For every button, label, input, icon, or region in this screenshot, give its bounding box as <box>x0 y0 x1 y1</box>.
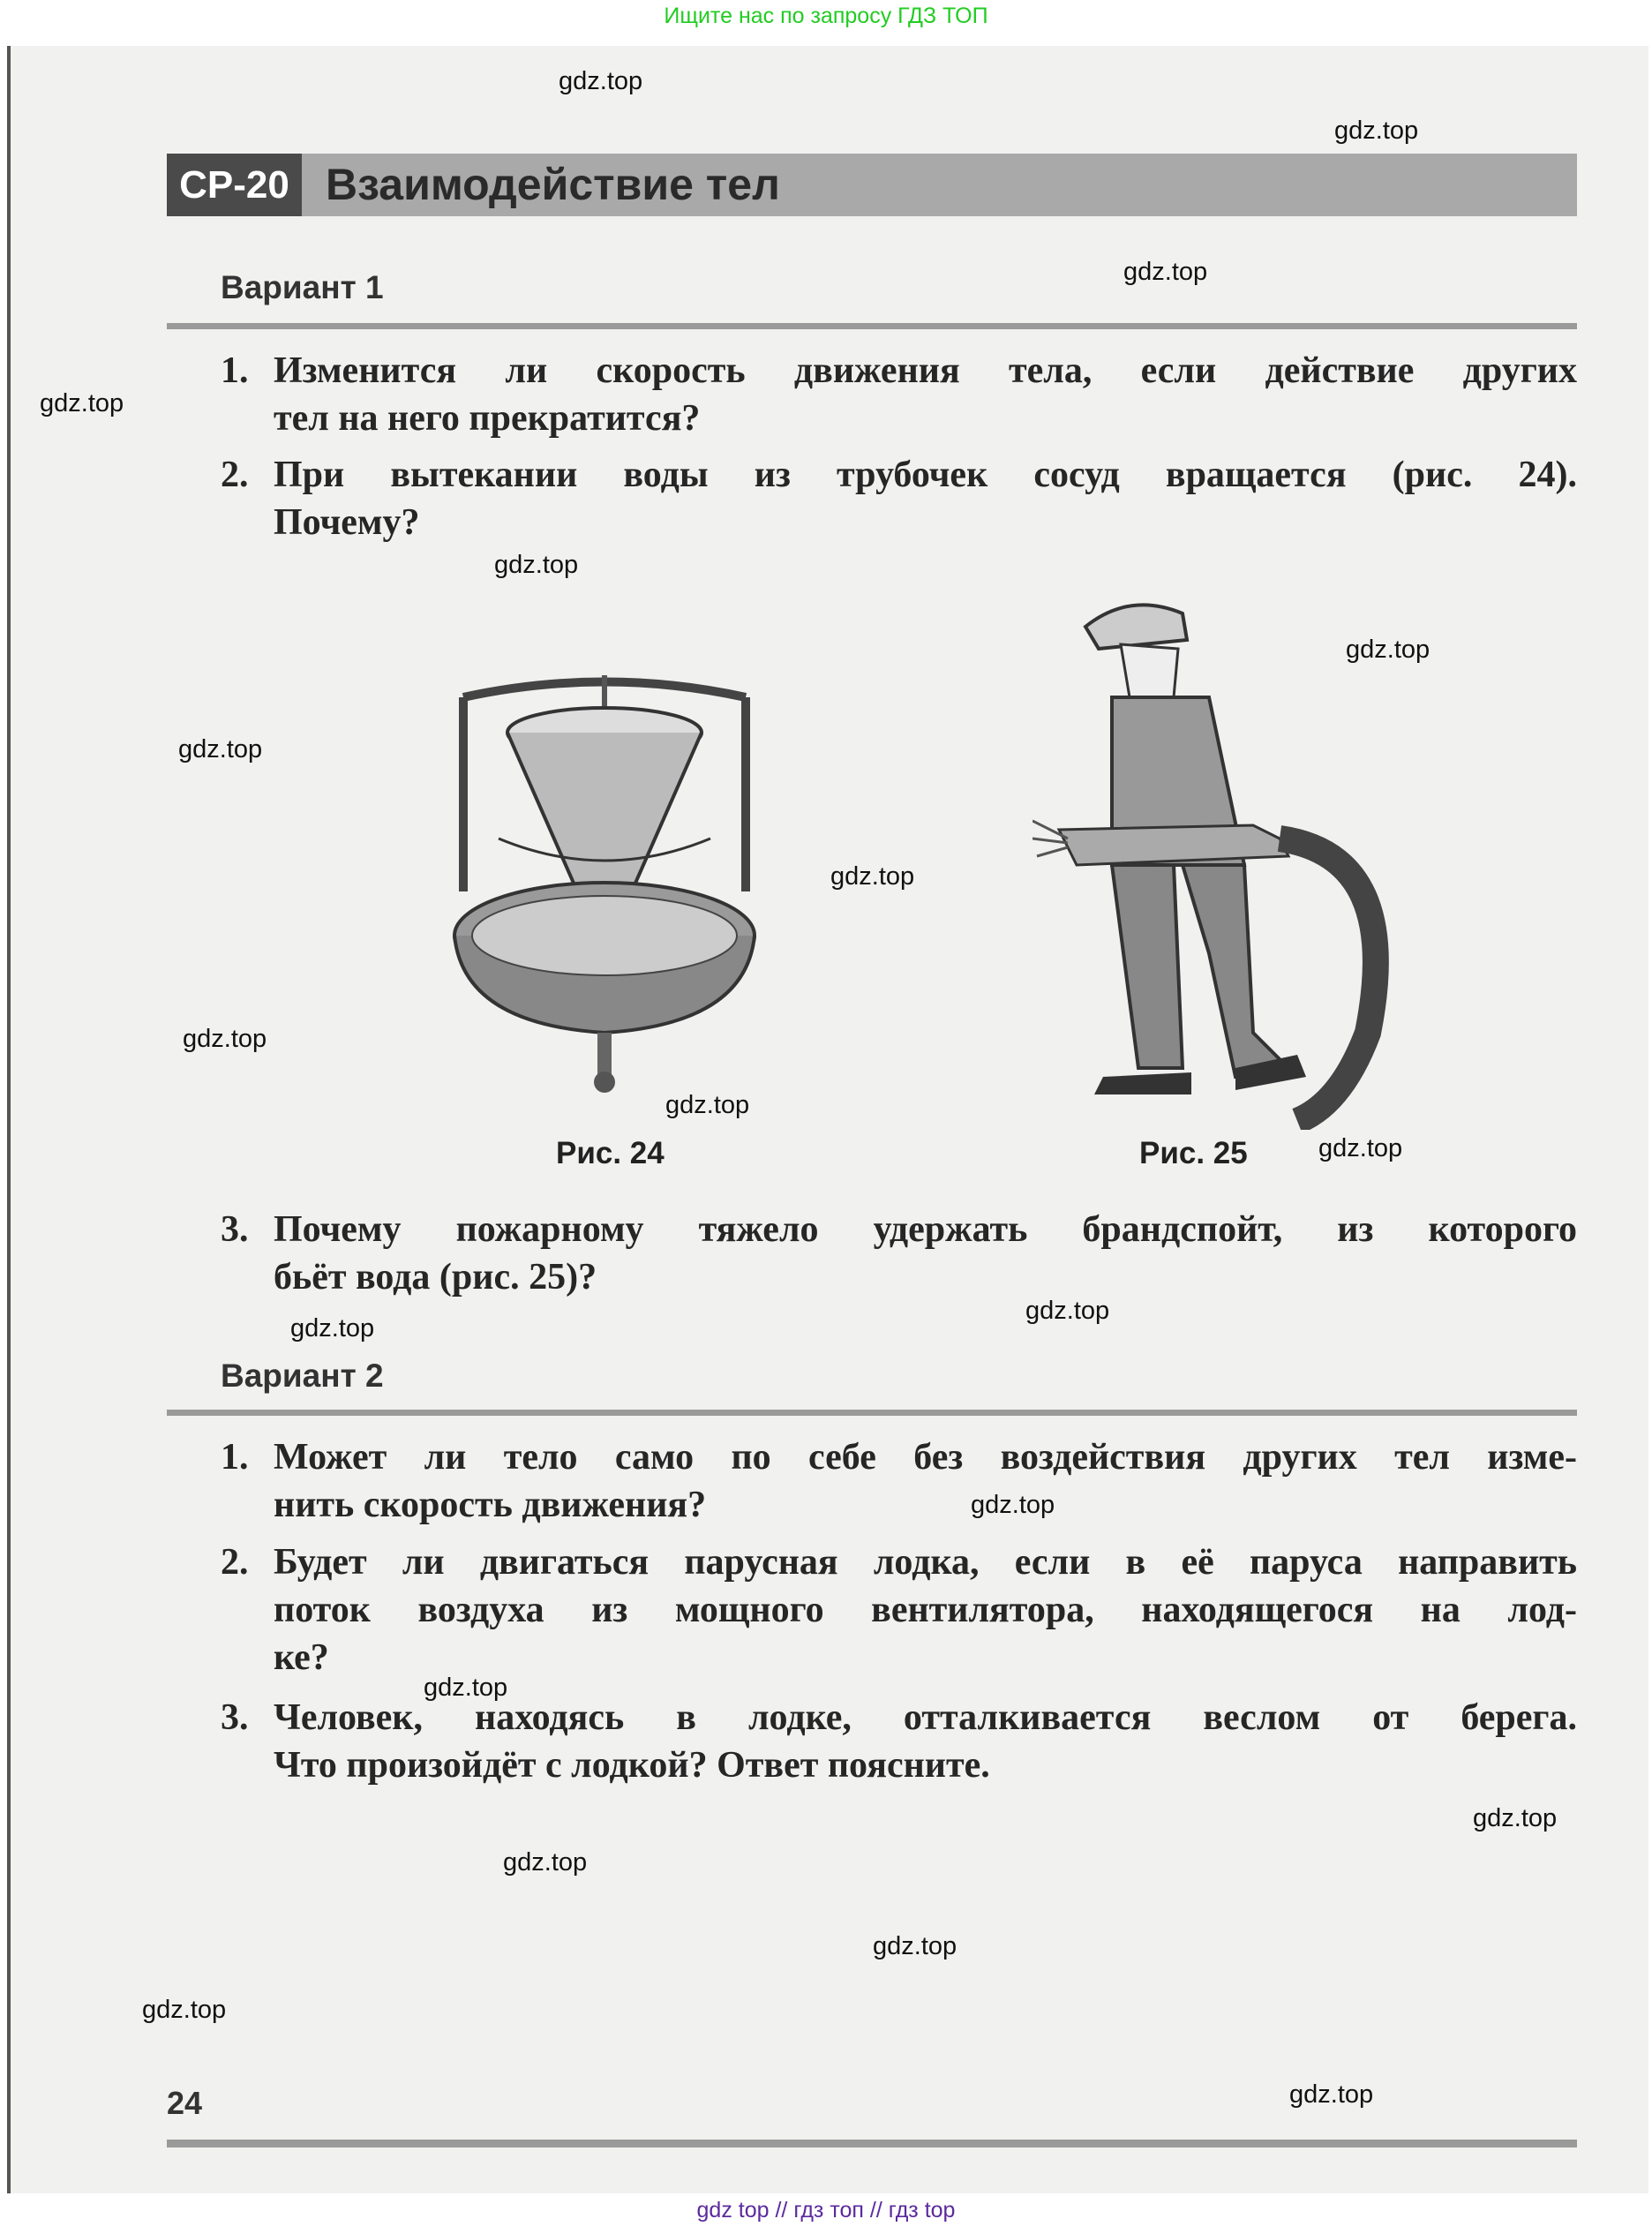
question-line: Может ли тело само по себе без воздействия других тел изме- <box>274 1437 1577 1478</box>
question-number: 1. <box>221 350 249 391</box>
watermark: gdz.top <box>183 1025 267 1053</box>
question-line: Почему? <box>274 502 420 543</box>
watermark: gdz.top <box>971 1491 1055 1519</box>
question-v2-2 <box>221 1538 1577 1681</box>
figure-24-caption: Рис. 24 <box>556 1136 665 1170</box>
watermark: gdz.top <box>1346 636 1430 664</box>
watermark: gdz.top <box>873 1932 957 1960</box>
watermark: gdz.top <box>503 1848 588 1877</box>
watermark: gdz.top <box>290 1314 375 1343</box>
footer-links[interactable]: gdz top // гдз топ // гдз top <box>696 2198 956 2223</box>
question-v1-1 <box>221 347 1577 442</box>
section-title: Взаимодействие тел <box>326 160 780 209</box>
question-number: 1. <box>221 1437 249 1478</box>
watermark: gdz.top <box>178 735 263 763</box>
question-v1-2 <box>221 451 1577 546</box>
section-header <box>167 154 1577 216</box>
variant-2-title: Вариант 2 <box>221 1358 384 1394</box>
watermark: gdz.top <box>559 67 643 95</box>
watermark: gdz.top <box>40 389 124 417</box>
question-line: поток воздуха из мощного вентилятора, находящегося на лод- <box>274 1590 1577 1630</box>
variant-1-title: Вариант 1 <box>221 269 384 305</box>
section-code: СР-20 <box>167 154 302 216</box>
question-line: Что произойдёт с лодкой? Ответ поясните. <box>274 1745 990 1786</box>
question-line: Человек, находясь в лодке, отталкивается веслом от берега. <box>274 1697 1577 1738</box>
watermark: gdz.top <box>1025 1297 1110 1325</box>
question-number: 3. <box>221 1697 249 1738</box>
watermark: gdz.top <box>1289 2080 1374 2109</box>
question-line: нить скорость движения? <box>274 1485 707 1525</box>
divider <box>167 323 1577 329</box>
question-v2-3 <box>221 1694 1577 1789</box>
question-line: ке? <box>274 1637 329 1678</box>
watermark: gdz.top <box>1473 1804 1558 1832</box>
question-line: тел на него прекратится? <box>274 398 701 439</box>
watermark: gdz.top <box>1123 258 1208 286</box>
watermark: gdz.top <box>424 1674 508 1702</box>
divider <box>167 1410 1577 1416</box>
search-banner[interactable]: Ищите нас по запросу ГДЗ ТОП <box>664 4 988 28</box>
watermark: gdz.top <box>830 862 915 891</box>
question-line: бьёт вода (рис. 25)? <box>274 1257 597 1298</box>
figure-24-vessel-illustration <box>446 671 763 1103</box>
watermark: gdz.top <box>494 551 579 579</box>
watermark: gdz.top <box>142 1996 227 2024</box>
page-number: 24 <box>167 2085 203 2121</box>
question-line: Изменится ли скорость движения тела, если действие других <box>274 350 1577 391</box>
question-line: Почему пожарному тяжело удержать брандспойт, из которого <box>274 1209 1577 1250</box>
question-v2-1 <box>221 1433 1577 1529</box>
question-number: 2. <box>221 455 249 495</box>
figure-25-caption: Рис. 25 <box>1139 1136 1248 1170</box>
question-line: При вытекании воды из трубочек сосуд вращается (рис. 24). <box>274 455 1577 495</box>
watermark: gdz.top <box>1318 1134 1403 1162</box>
bottom-divider <box>167 2140 1577 2147</box>
question-number: 2. <box>221 1542 249 1583</box>
watermark: gdz.top <box>1334 117 1419 145</box>
question-line: Будет ли двигаться парусная лодка, если в её паруса направить <box>274 1542 1577 1583</box>
watermark: gdz.top <box>665 1091 750 1119</box>
question-v1-3 <box>221 1206 1577 1301</box>
question-number: 3. <box>221 1209 249 1250</box>
